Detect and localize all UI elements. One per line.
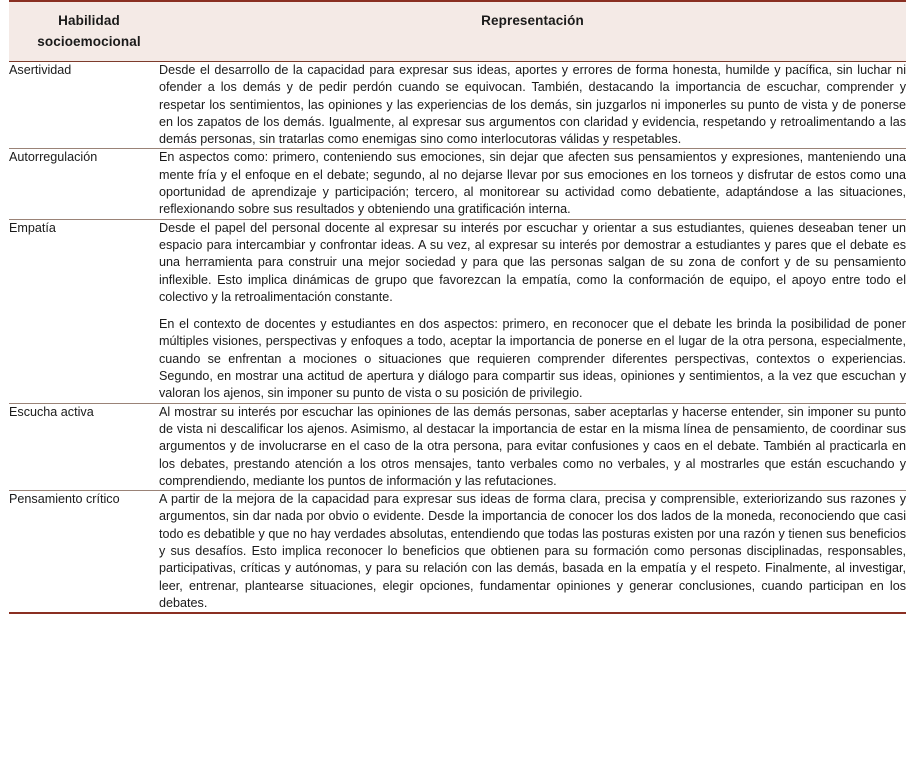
- skill-name: Empatía: [9, 220, 56, 235]
- representation-cell: [159, 149, 906, 219]
- header-label-skill: Habilidad socioemocional: [37, 13, 141, 49]
- header-label-representation: Representación: [481, 13, 584, 28]
- skill-cell: [9, 403, 159, 490]
- header-cell-representation: [159, 1, 906, 62]
- skill-cell: [9, 491, 159, 614]
- skill-cell: [9, 149, 159, 219]
- skill-name: Escucha activa: [9, 404, 94, 419]
- representation-paragraph: Desde el desarrollo de la capacidad para expresar sus ideas, aportes y errores de forma honesta, humilde y pacífica, sin luchar ni ofender a los demás y de pedir perdón cuando se equivocan. También, destacando la importancia de escuchar, comprender y respetar los sentimientos, las opiniones y las experiencias de los demás, sin juzgarlos ni imponerles su punto de vista y de ponerse en los zapatos de los demás. Igualmente, al expresar sus argumentos con claridad y evidencia, respetando y retroalimentando a las demás personas, sin tratarlas como enemigas sino como interlocutoras válidas y respetables.: [159, 63, 906, 147]
- representation-cell: [159, 219, 906, 403]
- representation-paragraph: Desde el papel del personal docente al expresar su interés por escuchar y orientar a sus estudiantes, quienes deseaban tener un espacio para intercambiar y confrontar ideas. A su vez, al expresar su interés por demostrar a estudiantes y pares que el debate es una herramienta para construir una mejor sociedad y para que las personas salgan de su zona de confort y de su pensamiento inflexible. Esto implica dinámicas de grupo que favorezcan la empatía, como la conformación de equipo, el apoyo entre todo el colectivo y la retroalimentación constante.: [159, 220, 906, 304]
- representation-paragraph: En aspectos como: primero, conteniendo sus emociones, sin dejar que afecten sus pensamientos y expresiones, manteniendo una mente fría y el enfoque en el debate; segundo, al no dejarse llevar por sus emociones en los torneos y disfrutar de estos como una oportunidad de aprendizaje y participación; tercero, al monitorear su actividad como debatiente, adaptándose a las situaciones, reflexionando sobre sus resultados y obteniendo una gratificación interna.: [159, 150, 906, 217]
- table-row: [9, 149, 906, 219]
- representation-paragraph: Al mostrar su interés por escuchar las opiniones de las demás personas, saber aceptarlas y hacerse entender, sin imponer su punto de vista ni descalificar los ajenos. Asimismo, al destacar la importancia de estar en la misma línea de pensamiento, de coordinar sus argumentos y de involucrarse en el caso de la otra persona, para evitar confusiones y caos en el debate. También al practicarla en los debates, prestando atención a los otros mensajes, tanto verbales como no verbales, y al mostrarles que están escuchando y comprendiendo, mediante los puntos de información y las refutaciones.: [159, 404, 906, 488]
- representation-cell: [159, 62, 906, 149]
- table-body: [9, 62, 906, 614]
- table-row: [9, 62, 906, 149]
- representation-paragraph: A partir de la mejora de la capacidad para expresar sus ideas de forma clara, precisa y comprensible, exteriorizando sus razones y argumentos, sin dar nada por obvio o evidente. Desde la importancia de conocer los dos lados de la moneda, reconociendo que casi todo es debatible y que no hay verdades absolutas, entendiendo que todas las posturas existen por una razón y tienen sus beneficios y sus desafíos. Esto implica reconocer lo beneficios que obtienen para su formación como personas disciplinadas, responsables, participativas, críticas y autónomas, y para su relación con las demás, basada en la empatía y el respeto. Finalmente, al investigar, leer, entrenar, plantearse situaciones, elegir opciones, fundamentar opiniones y generar conclusiones, cuando participan en los debates.: [159, 492, 906, 610]
- representation-paragraph: En el contexto de docentes y estudiantes en dos aspectos: primero, en reconocer que el debate les brinda la posibilidad de poner múltiples visiones, perspectivas y enfoques a todo, aceptar la importancia de ponerse en el lugar de la otra persona, especialmente, cuando se enfrentan a mociones o situaciones que requieren comprender diferentes perspectivas, contextos o experiencias. Segundo, en mostrar una actitud de apertura y diálogo para compartir sus ideas, opiniones y sentimientos, a la vez que escuchan y valoran los ajenos, sin imponer su punto de vista o su posición de privilegio.: [159, 317, 906, 401]
- representation-cell: [159, 491, 906, 614]
- header-row: [9, 1, 906, 62]
- skill-cell: [9, 219, 159, 403]
- bottom-spacer: [0, 614, 915, 628]
- table-row: [9, 491, 906, 614]
- table-header: [9, 1, 906, 62]
- header-cell-skill: [9, 1, 159, 62]
- skill-name: Asertividad: [9, 63, 72, 77]
- representation-cell: [159, 403, 906, 490]
- table-row: [9, 403, 906, 490]
- skill-name: Pensamiento crítico: [9, 492, 120, 507]
- skill-cell: [9, 62, 159, 149]
- socioemotional-skills-table: [9, 0, 906, 614]
- skill-name: Autorregulación: [9, 150, 98, 165]
- table-row: [9, 219, 906, 403]
